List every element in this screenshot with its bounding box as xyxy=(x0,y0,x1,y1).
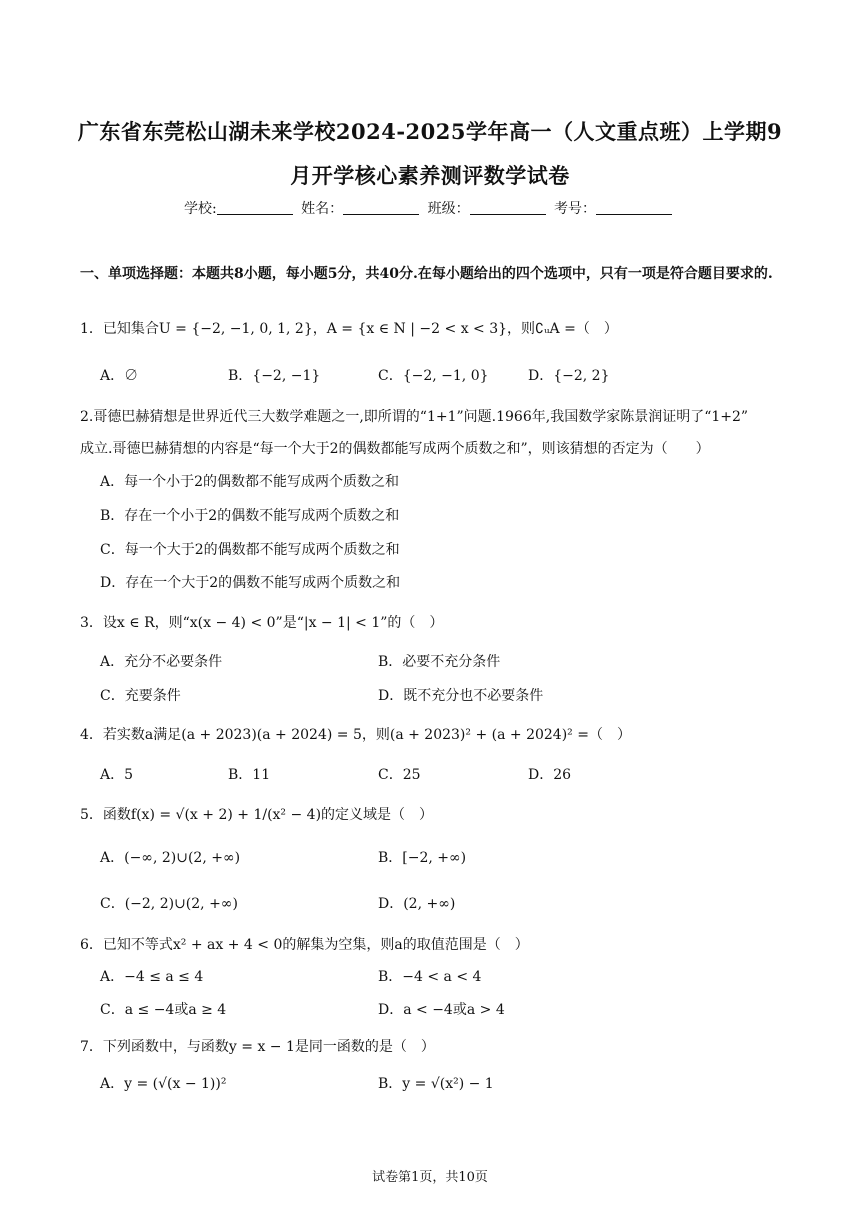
question-5-option-c: C．(−2, 2)∪(2, +∞) xyxy=(100,896,238,912)
question-6-option-c: C．a ≤ −4或a ≥ 4 xyxy=(100,1002,227,1018)
question-4-option-d: D．26 xyxy=(528,767,572,783)
question-6-stem: 6．已知不等式x² + ax + 4 < 0的解集为空集，则a的取值范围是（ ） xyxy=(80,937,529,953)
section-heading: 一、单项选择题：本题共8小题，每小题5分，共40分.在每小题给出的四个选项中，只有一项是符合题目要求的. xyxy=(80,266,773,282)
question-4-stem: 4．若实数a满足(a + 2023)(a + 2024) = 5，则(a + 2023)² + (a + 2024)² =（ ） xyxy=(80,727,631,743)
exam-no-blank[interactable] xyxy=(596,200,672,215)
question-2-stem-line2: 成立.哥德巴赫猜想的内容是“每一个大于2的偶数都能写成两个质数之和”，则该猜想的否定为（ ） xyxy=(80,441,710,457)
question-3-option-c: C．充要条件 xyxy=(100,688,181,704)
question-5-stem: 5．函数f(x) = √(x + 2) + 1/(x² − 4)的定义域是（ ） xyxy=(80,807,434,823)
question-6-option-a: A．−4 ≤ a ≤ 4 xyxy=(100,969,204,985)
question-7-stem: 7．下列函数中，与函数y = x − 1是同一函数的是（ ） xyxy=(80,1039,435,1055)
question-4-option-b: B．11 xyxy=(228,767,271,783)
exam-title-line2: 月开学核心素养测评数学试卷 xyxy=(290,163,570,188)
question-1-option-d: D．{−2, 2} xyxy=(528,368,610,384)
question-3-option-d: D．既不充分也不必要条件 xyxy=(378,688,544,704)
question-6-option-d: D．a < −4或a > 4 xyxy=(378,1002,505,1018)
question-2-option-b: B．存在一个小于2的偶数不能写成两个质数之和 xyxy=(100,508,400,524)
school-blank[interactable] xyxy=(217,200,293,215)
question-2-option-d: D．存在一个大于2的偶数不能写成两个质数之和 xyxy=(100,575,401,591)
class-blank[interactable] xyxy=(470,200,546,215)
question-1-option-b: B．{−2, −1} xyxy=(228,368,321,384)
question-3-stem: 3．设x ∈ R，则“x(x − 4) < 0”是“|x − 1| < 1”的（ ） xyxy=(80,615,444,631)
page-footer: 试卷第1页，共10页 xyxy=(372,1170,488,1185)
name-label: 姓名： xyxy=(301,201,344,217)
student-info xyxy=(0,198,860,218)
question-1-option-a: A．∅ xyxy=(100,368,139,384)
question-7-option-a: A．y = (√(x − 1))² xyxy=(100,1076,227,1092)
exam-no-label: 考号： xyxy=(554,201,597,217)
question-5-option-b: B．[−2, +∞) xyxy=(378,850,467,866)
question-4-option-a: A．5 xyxy=(100,767,134,783)
question-5-option-a: A．(−∞, 2)∪(2, +∞) xyxy=(100,850,241,866)
class-label: 班级： xyxy=(427,201,470,217)
question-1-option-c: C．{−2, −1, 0} xyxy=(378,368,489,384)
question-2-stem-line1: 2.哥德巴赫猜想是世界近代三大数学难题之一,即所谓的“1+1”问题.1966年,我国数学家陈景润证明了“1+2” xyxy=(80,409,749,425)
question-2-option-a: A．每一个小于2的偶数都不能写成两个质数之和 xyxy=(100,474,400,490)
question-6-option-b: B．−4 < a < 4 xyxy=(378,969,482,985)
question-2-option-c: C．每一个大于2的偶数都不能写成两个质数之和 xyxy=(100,542,400,558)
question-5-option-d: D．(2, +∞) xyxy=(378,896,456,912)
school-label: 学校: xyxy=(183,201,217,217)
question-3-option-b: B．必要不充分条件 xyxy=(378,654,501,670)
question-1-stem: 1．已知集合U = {−2, −1, 0, 1, 2}，A = {x ∈ N | −2 < x < 3}，则∁ᵤA =（ ） xyxy=(80,321,618,337)
name-blank[interactable] xyxy=(343,200,419,215)
question-4-option-c: C．25 xyxy=(378,767,421,783)
exam-title-line1: 广东省东莞松山湖未来学校2024-2025学年高一（人文重点班）上学期9 xyxy=(77,119,783,144)
question-7-option-b: B．y = √(x²) − 1 xyxy=(378,1076,494,1092)
question-3-option-a: A．充分不必要条件 xyxy=(100,654,223,670)
